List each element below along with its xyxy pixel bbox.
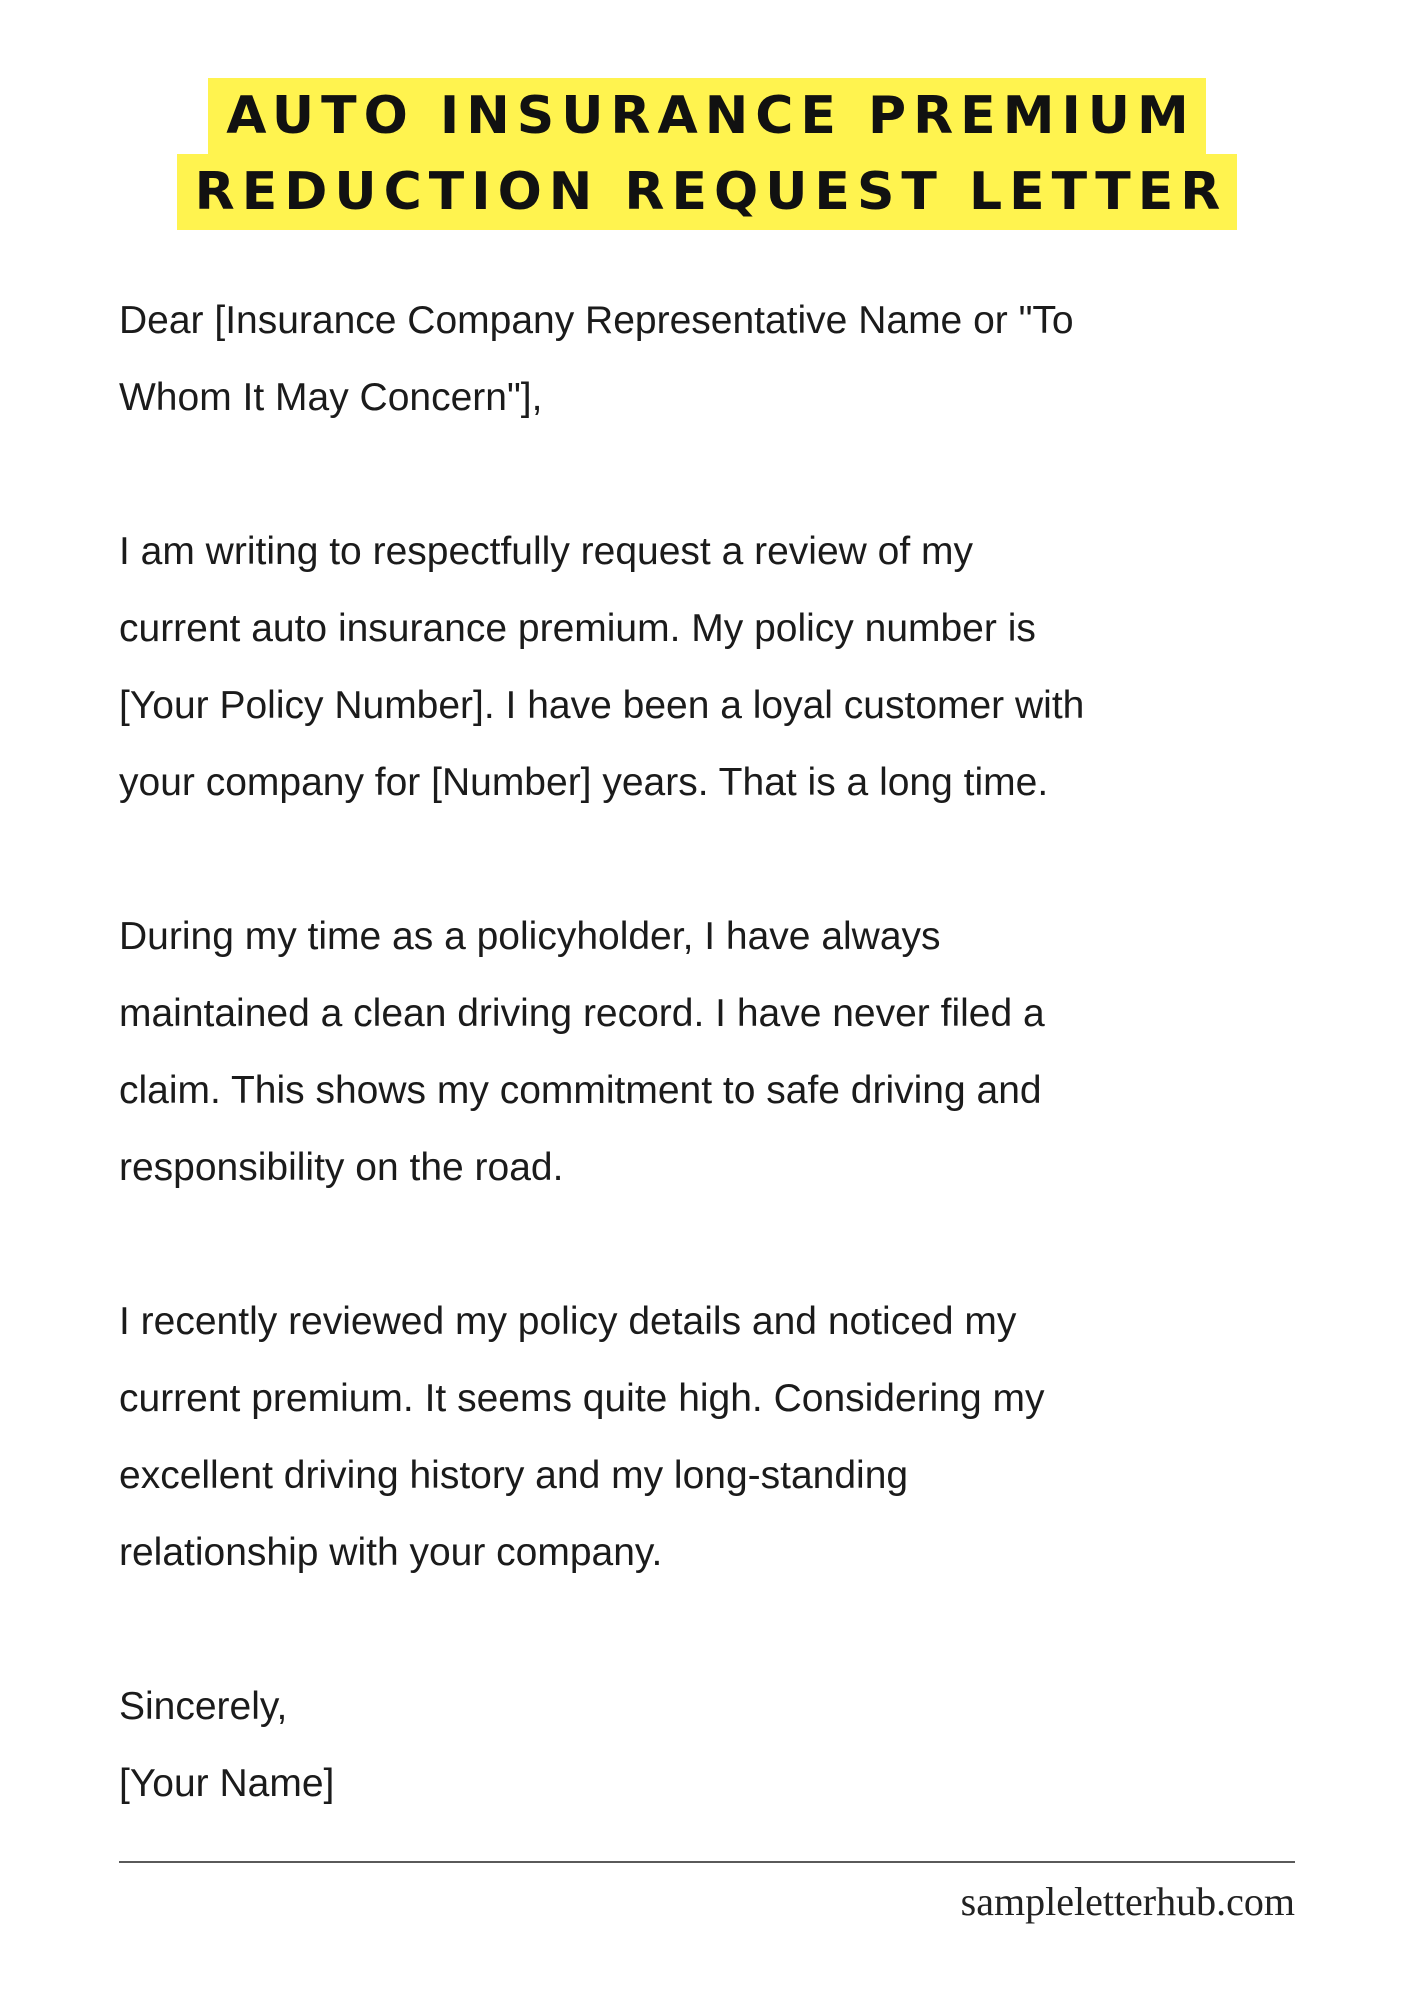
- salutation-line: Whom It May Concern"],: [119, 376, 543, 419]
- paragraph-line: I am writing to respectfully request a review of my: [119, 530, 973, 573]
- paragraph-3: [119, 1283, 1339, 1591]
- paragraph-line: relationship with your company.: [119, 1531, 663, 1574]
- footer-website: sampleletterhub.com: [960, 1879, 1295, 1924]
- paragraph-line: current auto insurance premium. My policy number is: [119, 607, 1036, 650]
- letter-title: [0, 78, 1414, 230]
- paragraph-line: maintained a clean driving record. I have never filed a: [119, 992, 1045, 1035]
- title-line-2: REDUCTION REQUEST LETTER: [177, 154, 1238, 230]
- paragraph-line: current premium. It seems quite high. Considering my: [119, 1377, 1045, 1420]
- paragraph-line: responsibility on the road.: [119, 1146, 564, 1189]
- paragraph-line: I recently reviewed my policy details and noticed my: [119, 1300, 1017, 1343]
- paragraph-1: [119, 513, 1339, 821]
- title-line-1: AUTO INSURANCE PREMIUM: [208, 78, 1206, 154]
- paragraph-line: excellent driving history and my long-standing: [119, 1454, 909, 1497]
- paragraph-2: [119, 898, 1339, 1206]
- closing-block: [119, 1668, 1339, 1822]
- paragraph-line: [Your Policy Number]. I have been a loyal customer with: [119, 684, 1085, 727]
- paragraph-line: your company for [Number] years. That is a long time.: [119, 761, 1049, 804]
- closing: Sincerely,: [119, 1685, 288, 1728]
- footer-divider: [119, 1861, 1295, 1863]
- salutation: [119, 282, 1339, 436]
- salutation-line: Dear [Insurance Company Representative Name or "To: [119, 299, 1074, 342]
- signature: [Your Name]: [119, 1762, 335, 1805]
- paragraph-line: During my time as a policyholder, I have always: [119, 915, 941, 958]
- paragraph-line: claim. This shows my commitment to safe driving and: [119, 1069, 1042, 1112]
- letter-body: [119, 282, 1339, 1822]
